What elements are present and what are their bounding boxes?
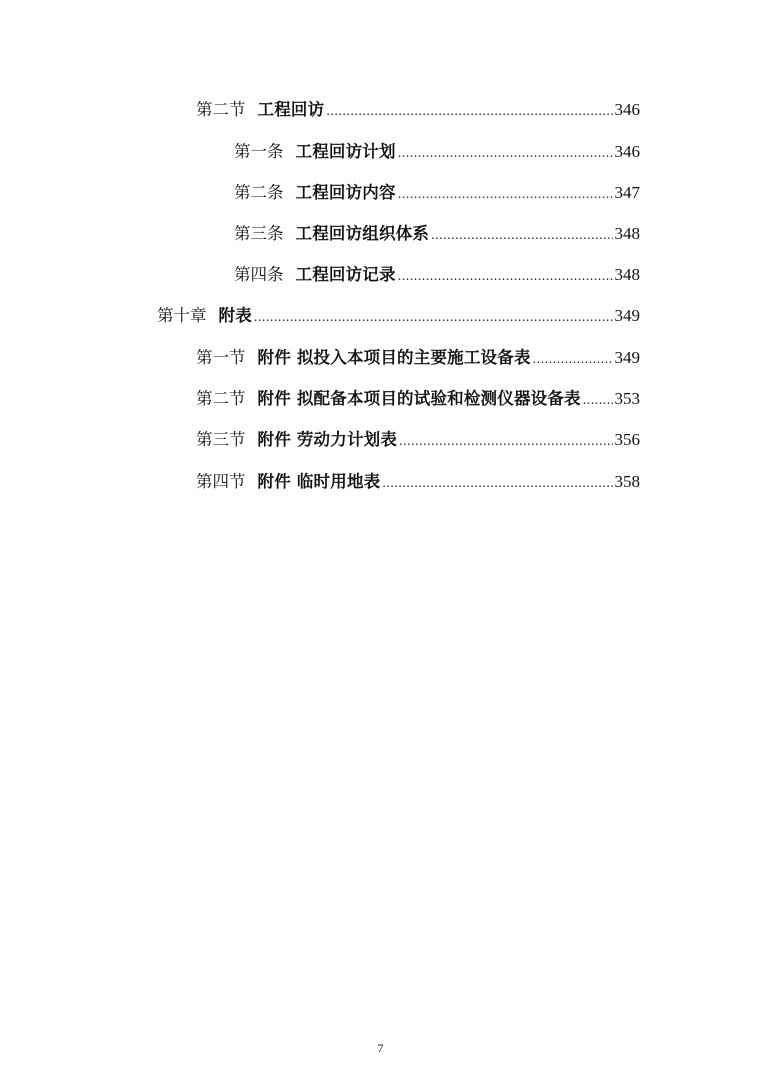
- toc-entry-page: 356: [614, 430, 640, 449]
- toc-entry-number: 第二节: [196, 389, 246, 408]
- toc-entry-section-3-labor-plan-table[interactable]: [196, 427, 640, 453]
- toc-entry-page: 347: [614, 183, 640, 202]
- toc-entry-section-4-temporary-land-table[interactable]: [196, 469, 640, 495]
- toc-entry-chapter-10-appendix-tables[interactable]: [157, 303, 640, 329]
- toc-entry-section-1-equipment-table[interactable]: [196, 345, 640, 371]
- toc-entry-title: 附件 拟配备本项目的试验和检测仪器设备表: [257, 389, 581, 408]
- toc-entry-article-2-revisit-content[interactable]: [234, 180, 640, 206]
- toc-dot-leader: [398, 141, 613, 167]
- toc-dot-leader: [398, 264, 613, 290]
- toc-dot-leader: [583, 388, 613, 414]
- toc-entry-title: 工程回访组织体系: [295, 224, 430, 243]
- toc-entry-article-4-revisit-records[interactable]: [234, 262, 640, 288]
- toc-entry-number: 第二节: [196, 100, 246, 119]
- toc-dot-leader: [533, 347, 613, 373]
- toc-entry-page: 346: [614, 100, 640, 119]
- toc-entry-title: 工程回访计划: [295, 142, 396, 161]
- toc-entry-section-2-project-revisit[interactable]: [196, 97, 640, 123]
- toc-dot-leader: [399, 429, 612, 455]
- toc-dot-leader: [398, 182, 613, 208]
- toc-entry-article-3-revisit-organization[interactable]: [234, 221, 640, 247]
- toc-dot-leader: [326, 99, 612, 125]
- toc-entry-page: 348: [614, 265, 640, 284]
- toc-dot-leader: [382, 471, 612, 497]
- toc-entry-title: 附件 拟投入本项目的主要施工设备表: [257, 348, 531, 367]
- toc-entry-page: 349: [614, 306, 640, 325]
- toc-entry-number: 第三节: [196, 430, 246, 449]
- toc-entry-number: 第一节: [196, 348, 246, 367]
- toc-entry-page: 346: [614, 142, 640, 161]
- toc-entry-title: 附件 临时用地表: [257, 472, 381, 491]
- toc-entry-article-1-revisit-plan[interactable]: [234, 139, 640, 165]
- toc-entry-title: 工程回访内容: [295, 183, 396, 202]
- toc-entry-section-2-testing-instruments-table[interactable]: [196, 386, 640, 412]
- toc-entry-page: 348: [614, 224, 640, 243]
- toc-entry-number: 第三条: [234, 224, 284, 243]
- toc-entry-number: 第四条: [234, 265, 284, 284]
- toc-entry-title: 附表: [218, 306, 252, 325]
- toc-dot-leader: [431, 223, 612, 249]
- toc-entry-number: 第二条: [234, 183, 284, 202]
- page-number: 7: [377, 1041, 384, 1055]
- toc-dot-leader: [254, 305, 613, 331]
- toc-entry-number: 第四节: [196, 472, 246, 491]
- toc-entry-page: 353: [614, 389, 640, 408]
- toc-entry-title: 工程回访记录: [295, 265, 396, 284]
- toc-entry-page: 358: [614, 472, 640, 491]
- toc-entry-number: 第一条: [234, 142, 284, 161]
- toc-entry-title: 工程回访: [257, 100, 325, 119]
- toc-entry-page: 349: [614, 348, 640, 367]
- toc-entry-title: 附件 劳动力计划表: [257, 430, 398, 449]
- toc-entry-number: 第十章: [157, 306, 207, 325]
